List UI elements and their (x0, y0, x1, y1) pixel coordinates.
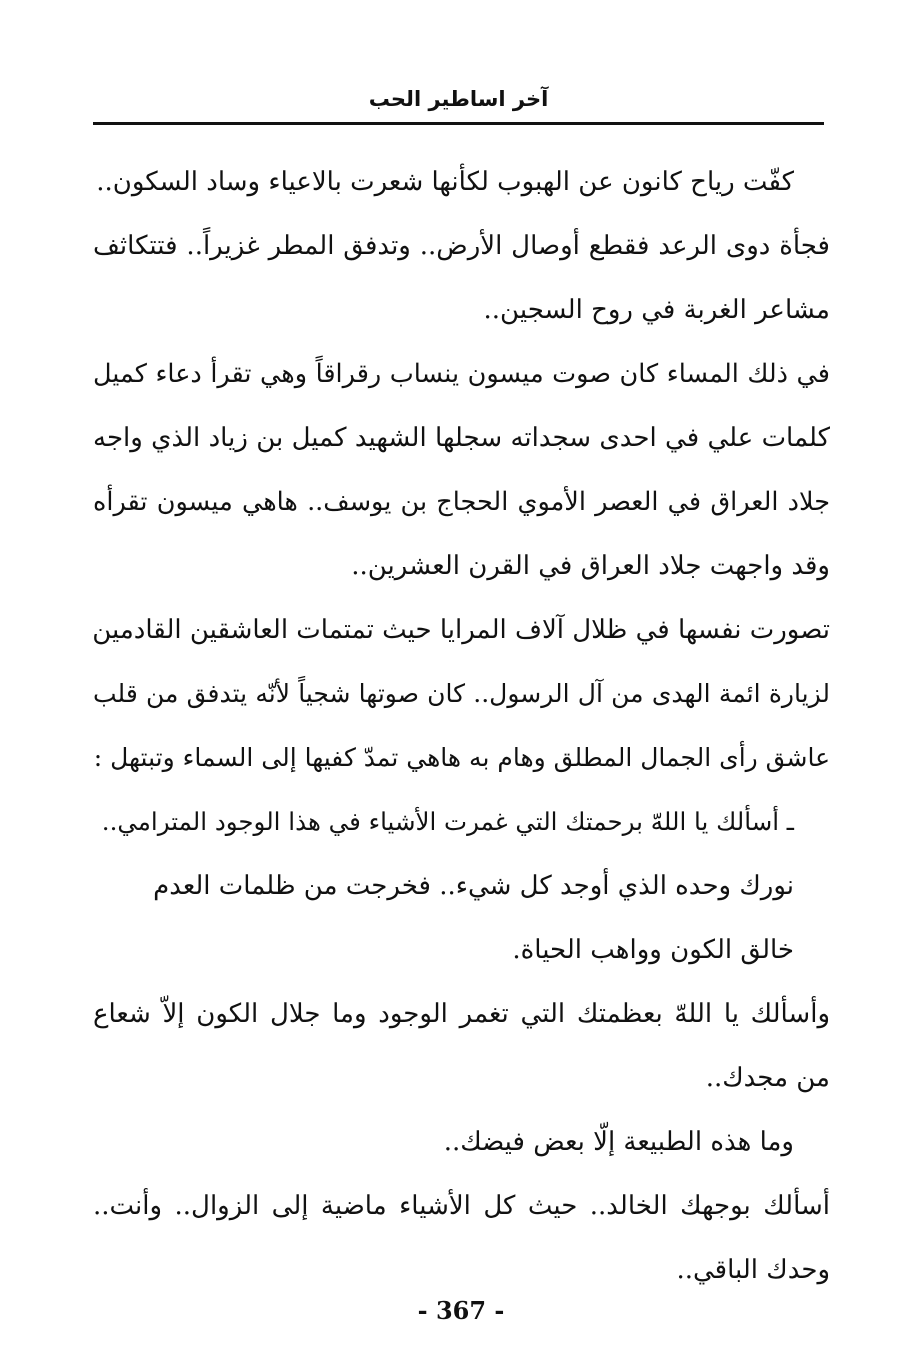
text-line: فجأة دوى الرعد فقطع أوصال الأرض.. وتدفق المطر غزيراً.. فتتكاثف (93, 231, 830, 261)
text-line: وحدك الباقي.. (676, 1255, 830, 1285)
text-line: نورك وحده الذي أوجد كل شيء.. فخرجت من ظلمات العدم (153, 871, 794, 901)
text-line: وأسألك يا اللهّ بعظمتك التي تغمر الوجود وما جلال الكون إلاّ شعاع (93, 999, 830, 1029)
text-line: أسألك بوجهك الخالد.. حيث كل الأشياء ماضية إلى الزوال.. وأنت.. (93, 1191, 830, 1221)
text-line: من مجدك.. (705, 1063, 830, 1093)
text-line: وما هذه الطبيعة إلّا بعض فيضك.. (443, 1127, 794, 1157)
text-line: كفّت رياح كانون عن الهبوب لكأنها شعرت بالاعياء وساد السكون.. (96, 167, 794, 197)
text-line: ـ أسألك يا اللهّ برحمتك التي غمرت الأشياء في هذا الوجود المترامي.. (101, 807, 794, 836)
header-rule (93, 122, 824, 125)
text-line: لزيارة ائمة الهدى من آل الرسول.. كان صوتها شجياً لأنّه يتدفق من قلب (93, 679, 830, 708)
text-line: في ذلك المساء كان صوت ميسون ينساب رقراقاً وهي تقرأ دعاء كميل (93, 359, 830, 389)
text-line: كلمات علي في احدى سجداته سجلها الشهيد كميل بن زياد الذي واجه (93, 423, 830, 453)
page-number: - 367 - (417, 1296, 505, 1325)
text-line: خالق الكون وواهب الحياة. (512, 935, 794, 965)
text-line: جلاد العراق في العصر الأموي الحجاج بن يوسف.. هاهي ميسون تقرأه (93, 487, 830, 517)
text-line: وقد واجهت جلاد العراق في القرن العشرين.. (351, 551, 830, 581)
text-line: تصورت نفسها في ظلال آلاف المرايا حيث تمتمات العاشقين القادمين (92, 615, 830, 645)
text-line: عاشق رأى الجمال المطلق وهام به هاهي تمدّ كفيها إلى السماء وتبتهل : (93, 743, 830, 772)
running-head-title: آخر اساطير الحب (368, 87, 549, 111)
body-text (93, 150, 830, 1302)
text-line: مشاعر الغربة في روح السجين.. (483, 295, 830, 325)
